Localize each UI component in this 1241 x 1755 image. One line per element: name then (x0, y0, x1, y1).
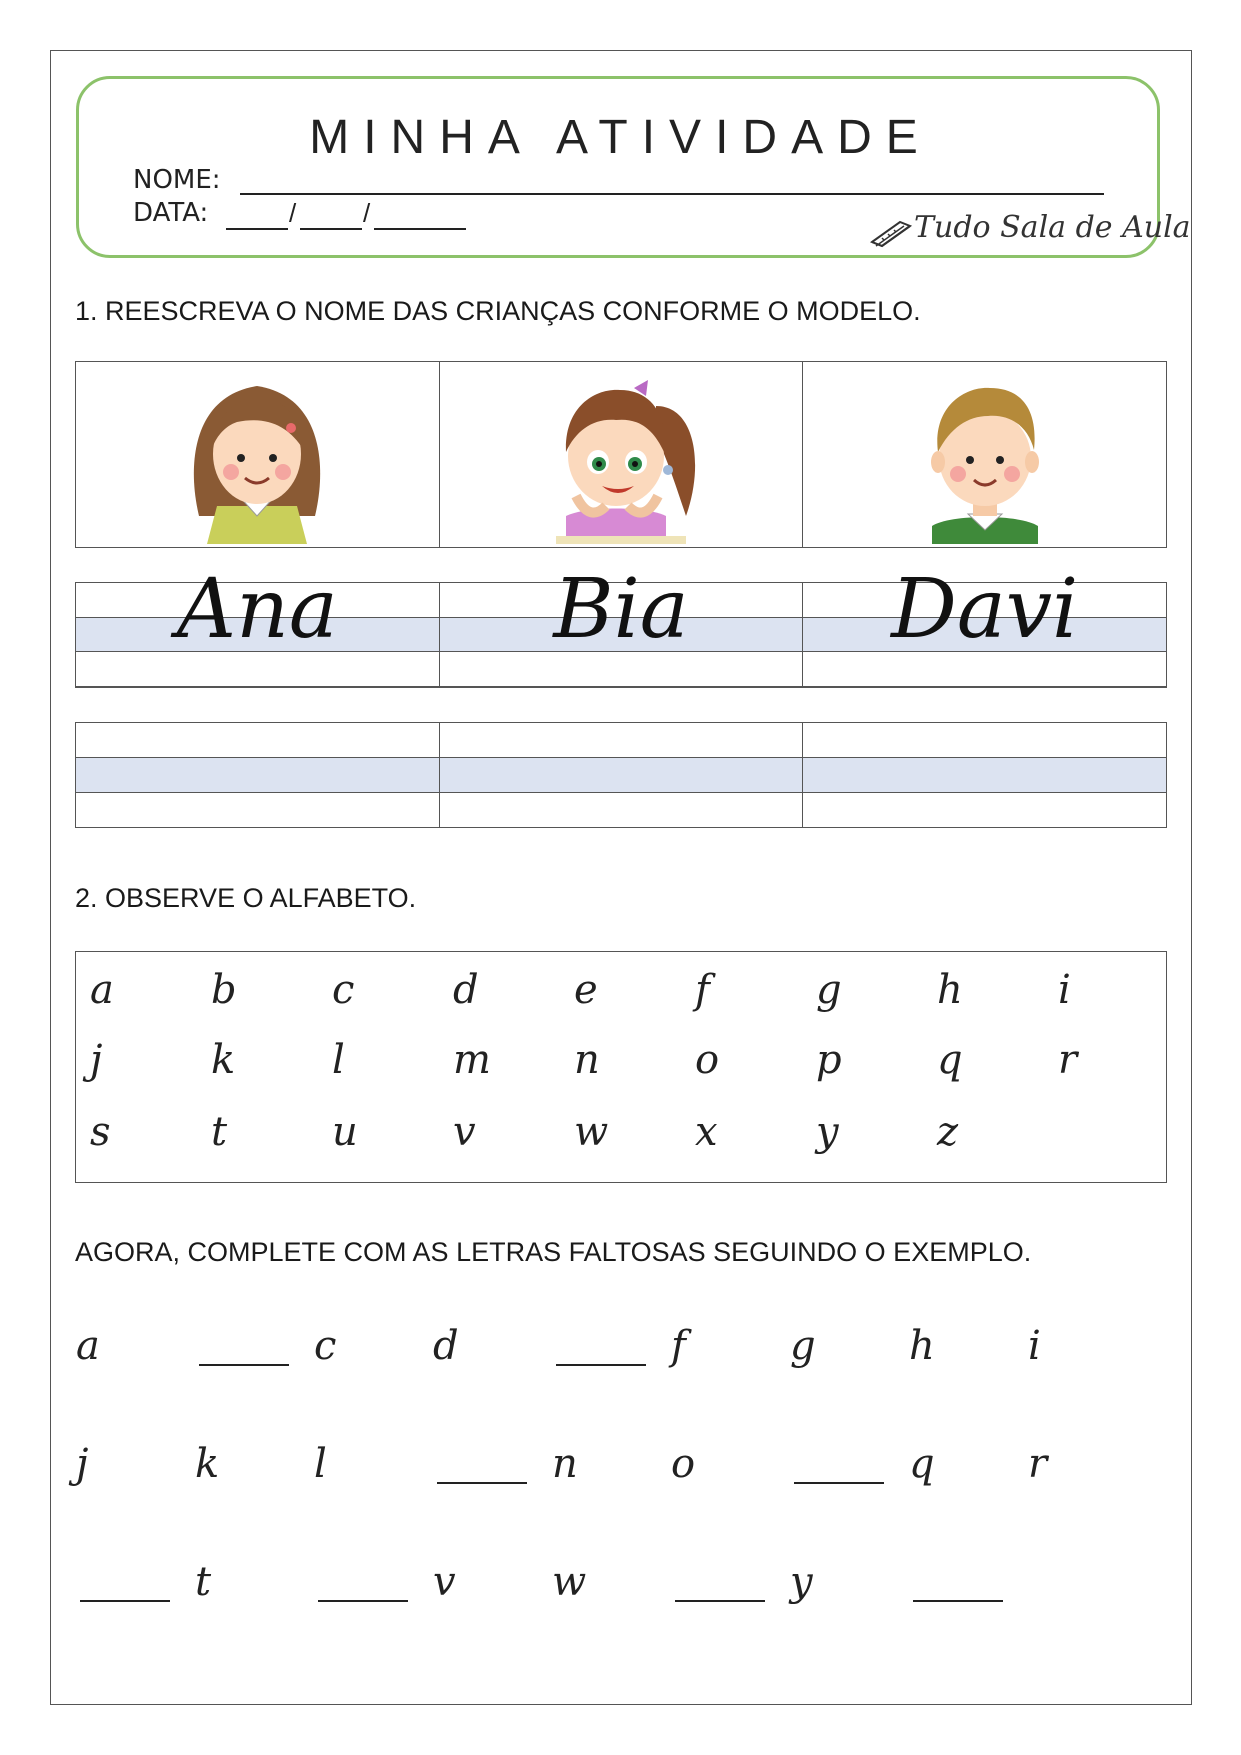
question-2: 2. OBSERVE O ALFABETO. (75, 883, 417, 913)
alphabet-letter-f: f (695, 967, 710, 1013)
picture-cell-1 (76, 362, 440, 547)
blank-field[interactable] (913, 1600, 1003, 1602)
alphabet-letter-k: k (211, 1037, 236, 1083)
logo (870, 208, 1191, 252)
name-field[interactable] (240, 193, 1104, 195)
exercise-letter-w: w (552, 1559, 587, 1605)
exercise-letter-o: o (671, 1441, 696, 1487)
alphabet-letter-i: i (1058, 967, 1071, 1013)
exercise-letter-k: k (195, 1441, 220, 1487)
logo-text: Tudo Sala de Aula (914, 210, 1191, 245)
alphabet-letter-c: c (332, 967, 355, 1013)
model-name-3: Davi (891, 562, 1079, 657)
exercise-letter-j: j (76, 1441, 89, 1487)
alphabet-box (75, 951, 1167, 1183)
exercise-letter-n: n (552, 1441, 578, 1487)
alphabet-letter-a: a (90, 967, 114, 1013)
date-slash-2: / (363, 198, 371, 228)
date-year-field[interactable] (374, 228, 466, 230)
alphabet-letter-e: e (574, 967, 598, 1013)
question-3: AGORA, COMPLETE COM AS LETRAS FALTOSAS SEGUINDO O EXEMPLO. (75, 1237, 1032, 1267)
alphabet-letter-q: q (937, 1037, 963, 1083)
alphabet-letter-p: p (816, 1037, 842, 1083)
blank-field[interactable] (794, 1482, 884, 1484)
books-icon (870, 210, 914, 250)
alphabet-letter-d: d (453, 967, 479, 1013)
exercise-letter-a: a (76, 1323, 100, 1369)
alphabet-letter-v: v (453, 1109, 476, 1155)
exercise-letter-h: h (909, 1323, 935, 1369)
name-label: NOME: (133, 165, 221, 195)
boy-icon (910, 366, 1060, 544)
girl-ponytail-icon (536, 366, 706, 544)
picture-cell-3 (803, 362, 1166, 547)
date-slash-1: / (289, 198, 297, 228)
answer-cell-2[interactable] (440, 723, 804, 827)
alphabet-letter-w: w (574, 1109, 609, 1155)
alphabet-letter-z: z (937, 1109, 959, 1155)
alphabet-letter-y: y (816, 1109, 839, 1155)
alphabet-letter-n: n (574, 1037, 600, 1083)
picture-cell-2 (440, 362, 804, 547)
model-name-1: Ana (176, 562, 338, 657)
exercise-letter-i: i (1028, 1323, 1041, 1369)
alphabet-letter-r: r (1058, 1037, 1078, 1083)
model-names-table (75, 562, 1167, 688)
model-name-cell-3 (803, 562, 1166, 687)
date-day-field[interactable] (226, 228, 288, 230)
alphabet-letter-t: t (211, 1109, 228, 1155)
alphabet-letter-j: j (90, 1037, 103, 1083)
model-name-2: Bia (553, 562, 689, 657)
exercise-letter-r: r (1028, 1441, 1048, 1487)
blank-field[interactable] (318, 1600, 408, 1602)
date-label: DATA: (133, 198, 209, 228)
question-1: 1. REESCREVA O NOME DAS CRIANÇAS CONFORME O MODELO. (75, 296, 921, 326)
page-title: MINHA ATIVIDADE (309, 111, 932, 164)
blank-field[interactable] (556, 1364, 646, 1366)
blank-field[interactable] (80, 1600, 170, 1602)
date-month-field[interactable] (300, 228, 362, 230)
alphabet-letter-x: x (695, 1109, 718, 1155)
alphabet-letter-h: h (937, 967, 963, 1013)
alphabet-letter-o: o (695, 1037, 720, 1083)
model-name-cell-2 (440, 562, 804, 687)
exercise-letter-v: v (433, 1559, 456, 1605)
alphabet-letter-g: g (816, 967, 842, 1013)
alphabet-letter-l: l (332, 1037, 345, 1083)
blank-field[interactable] (675, 1600, 765, 1602)
answer-cell-3[interactable] (803, 723, 1166, 827)
alphabet-letter-s: s (90, 1109, 111, 1155)
exercise-letter-t: t (195, 1559, 212, 1605)
blank-field[interactable] (199, 1364, 289, 1366)
answer-names-table (75, 722, 1167, 828)
alphabet-letter-m: m (453, 1037, 491, 1083)
exercise-letter-g: g (790, 1323, 816, 1369)
exercise-letter-q: q (909, 1441, 935, 1487)
alphabet-letter-u: u (332, 1109, 358, 1155)
alphabet-letter-b: b (211, 967, 237, 1013)
exercise-letter-d: d (433, 1323, 459, 1369)
children-pictures-table (75, 361, 1167, 548)
blank-field[interactable] (437, 1482, 527, 1484)
answer-cell-1[interactable] (76, 723, 440, 827)
model-name-cell-1 (76, 562, 440, 687)
exercise-letter-y: y (790, 1559, 813, 1605)
exercise-letter-c: c (314, 1323, 337, 1369)
exercise-letter-f: f (671, 1323, 686, 1369)
girl-brown-hair-icon (177, 366, 337, 544)
exercise-letter-l: l (314, 1441, 327, 1487)
